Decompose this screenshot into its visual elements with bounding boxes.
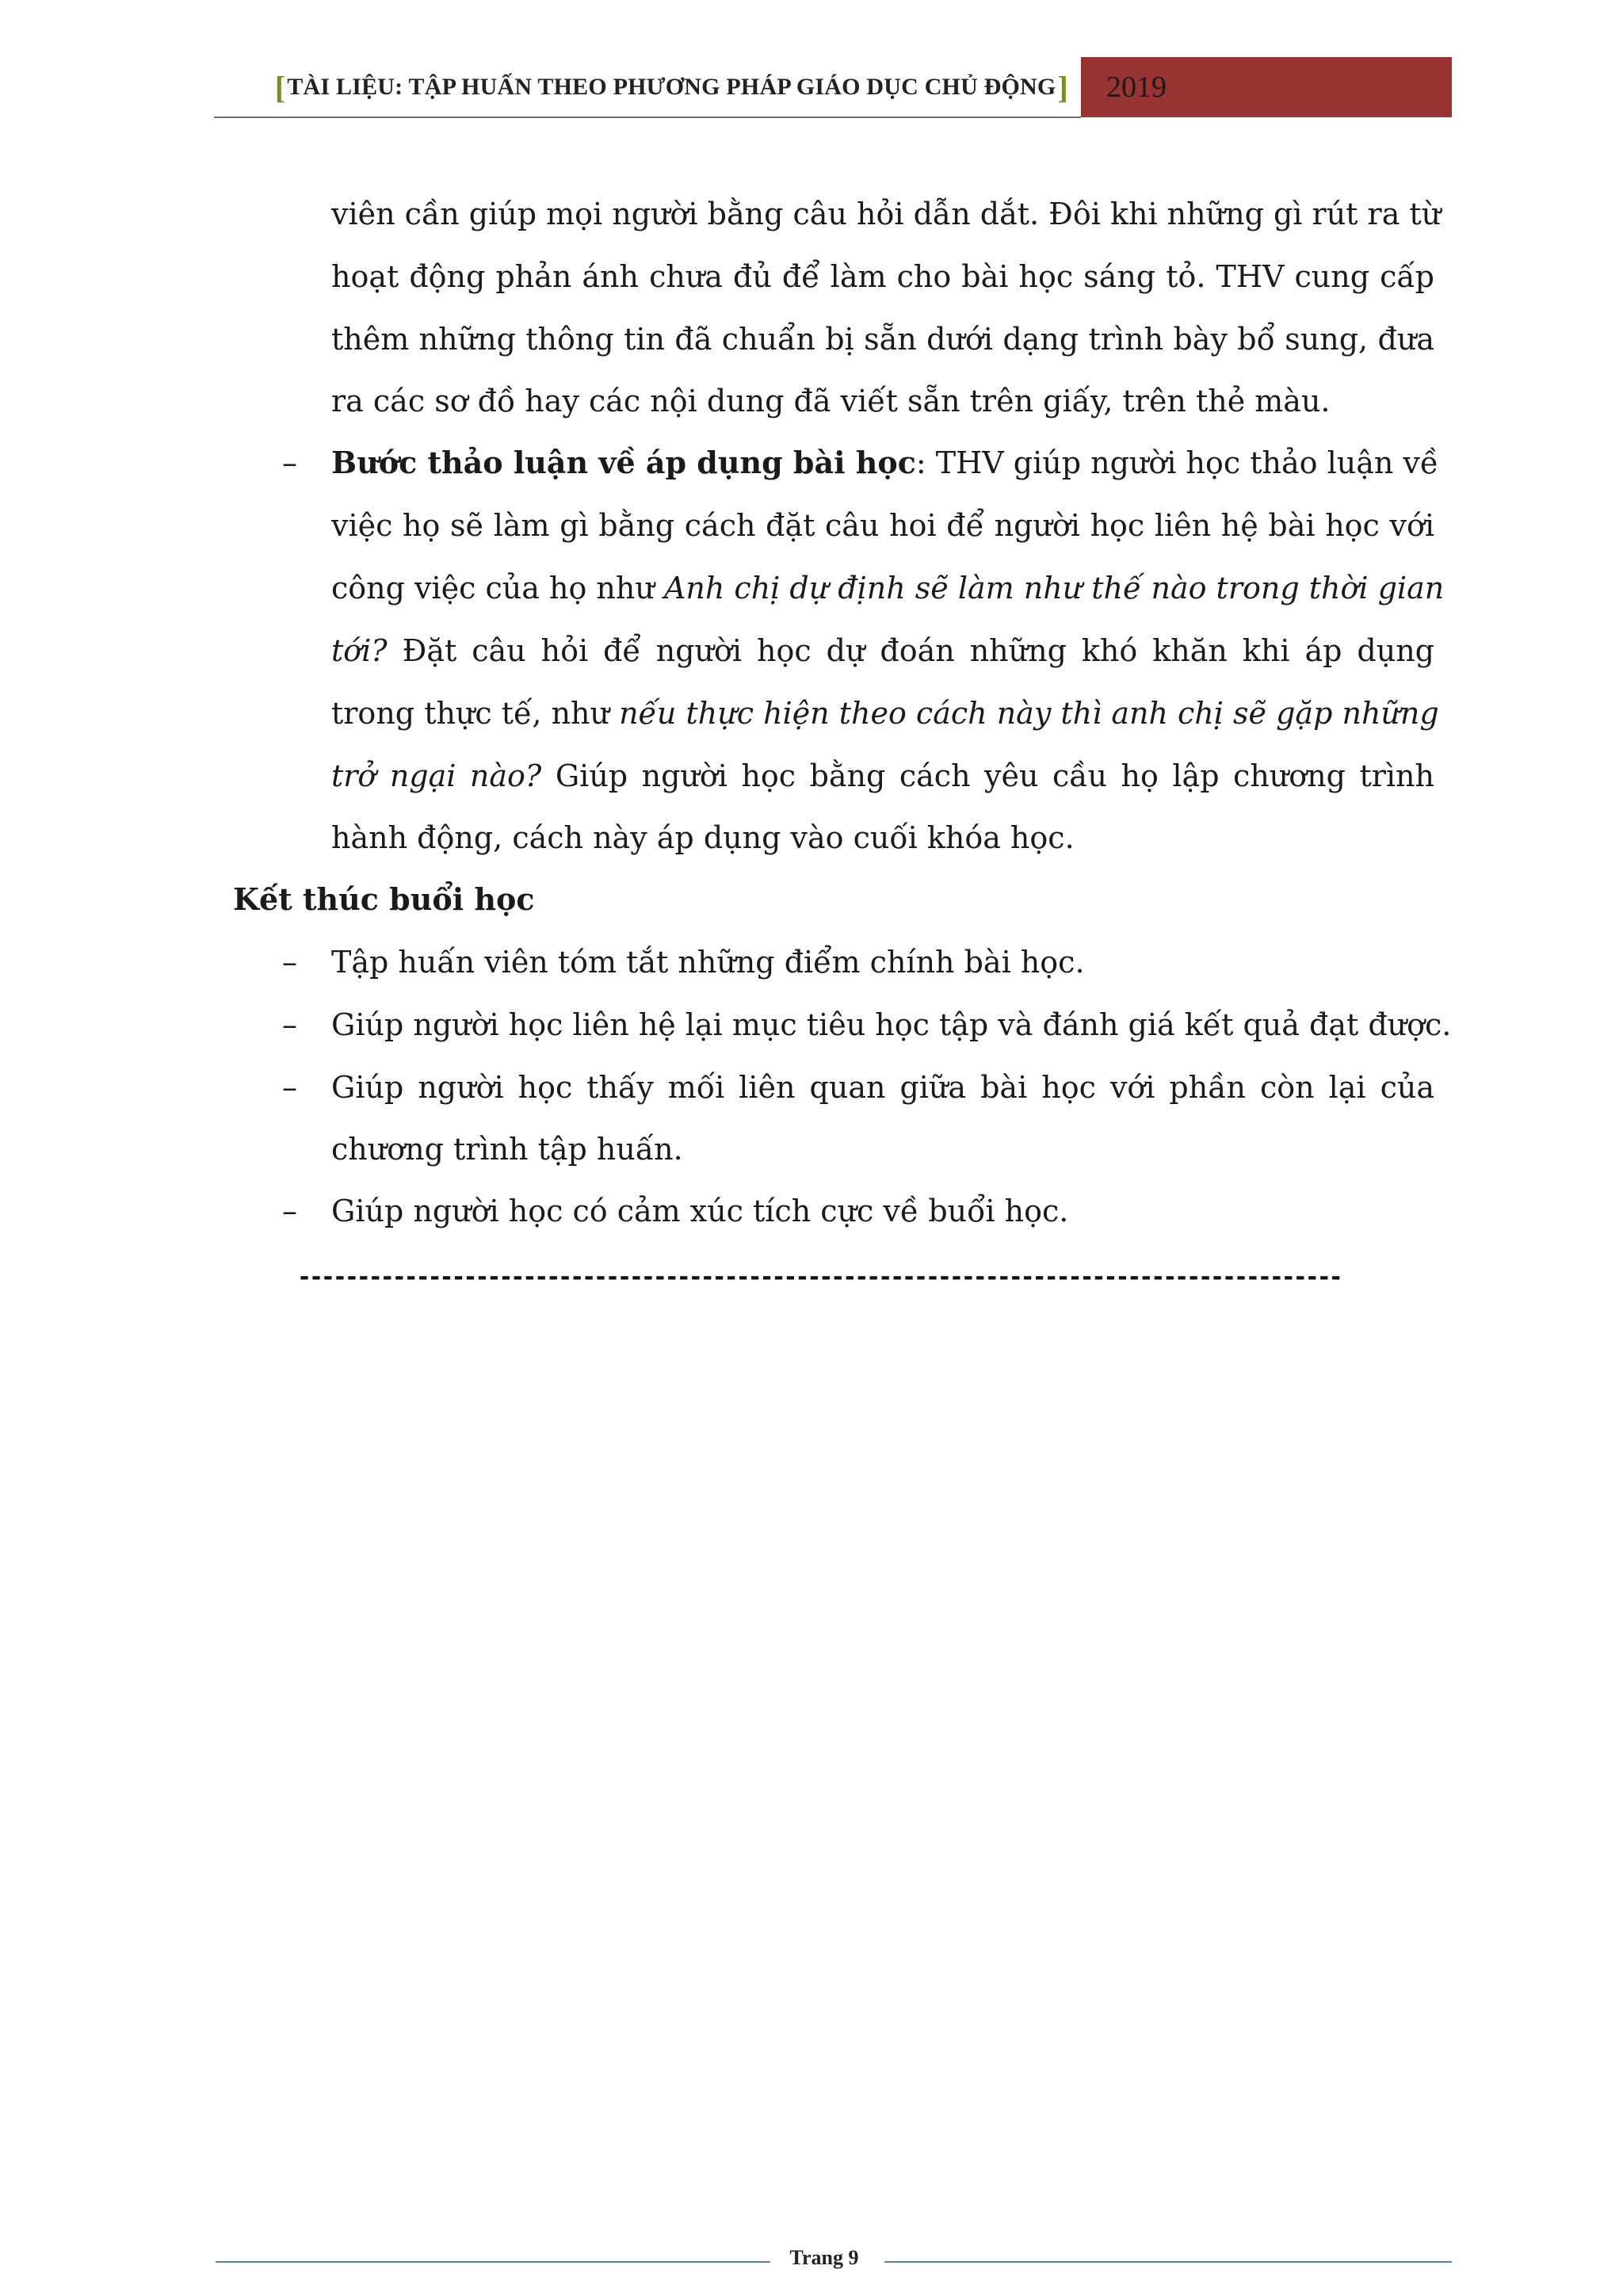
page-header [214, 57, 1452, 117]
section-separator: ---------------------------------------------------------------------------------------- [297, 1263, 1341, 1291]
paragraph-line [331, 630, 1434, 671]
paragraph-line: hoạt động phản ánh chưa đủ để làm cho bài học sáng tỏ. THV cung cấp [331, 259, 1434, 294]
step-text: trong thực tế, như [331, 696, 620, 731]
document-title [214, 57, 1078, 117]
title-bracket-open: [ [274, 69, 286, 105]
footer-rule-right [884, 2261, 1452, 2263]
paragraph-line [331, 442, 1439, 483]
title-bracket-close: ] [1057, 69, 1068, 105]
step-text: công việc của họ như [331, 571, 664, 606]
header-underline [214, 117, 1081, 118]
step-text: : THV giúp người học thảo luận về [915, 445, 1439, 480]
paragraph-line: thêm những thông tin đã chuẩn bị sẵn dưới dạng trình bày bổ sung, đưa [331, 322, 1434, 357]
bullet-dash: – [282, 445, 297, 480]
paragraph-line [331, 693, 1439, 734]
page-number: Trang 9 [789, 2246, 859, 2269]
paragraph-line [331, 755, 1434, 797]
italic-question: nếu thực hiện theo cách này thì anh chị sẽ gặp những [619, 696, 1439, 731]
paragraph-line: viên cần giúp mọi người bằng câu hỏi dẫn dắt. Đôi khi những gì rút ra từ [331, 197, 1442, 231]
footer-rule-left [216, 2261, 770, 2263]
list-item: Tập huấn viên tóm tắt những điểm chính bài học. [331, 945, 1085, 980]
italic-question: Anh chị dự định sẽ làm như thế nào trong thời gian [663, 571, 1445, 606]
paragraph-line: việc họ sẽ làm gì bằng cách đặt câu hoi để người học liên hệ bài học với [331, 508, 1434, 543]
section-heading: Kết thúc buổi học [233, 881, 535, 917]
bullet-dash: – [282, 1070, 297, 1105]
paragraph-line: ra các sơ đồ hay các nội dung đã viết sẵn trên giấy, trên thẻ màu. [331, 384, 1331, 418]
step-title: Bước thảo luận về áp dụng bài học [331, 445, 916, 480]
year-badge: 2019 [1081, 57, 1452, 117]
list-item: Giúp người học thấy mối liên quan giữa bài học với phần còn lại của [331, 1070, 1434, 1105]
bullet-dash: – [282, 1007, 297, 1042]
list-item-continuation: chương trình tập huấn. [331, 1132, 683, 1167]
paragraph-line: hành động, cách này áp dụng vào cuối khóa học. [331, 820, 1075, 855]
bullet-dash: – [282, 945, 297, 980]
list-item: Giúp người học liên hệ lại mục tiêu học tập và đánh giá kết quả đạt được. [331, 1007, 1452, 1042]
paragraph-line [331, 567, 1445, 609]
italic-question: tới? [331, 633, 388, 668]
list-item: Giúp người học có cảm xúc tích cực về buổi học. [331, 1194, 1069, 1228]
step-text: Đặt câu hỏi để người học dự đoán những khó khăn khi áp dụng [387, 633, 1434, 668]
bullet-dash: – [282, 1194, 297, 1228]
step-text: Giúp người học bằng cách yêu cầu họ lập chương trình [541, 758, 1434, 793]
document-title-text: TÀI LIỆU: TẬP HUẤN THEO PHƯƠNG PHÁP GIÁO DỤC CHỦ ĐỘNG [287, 74, 1056, 100]
italic-question: trở ngại nào? [331, 758, 542, 793]
